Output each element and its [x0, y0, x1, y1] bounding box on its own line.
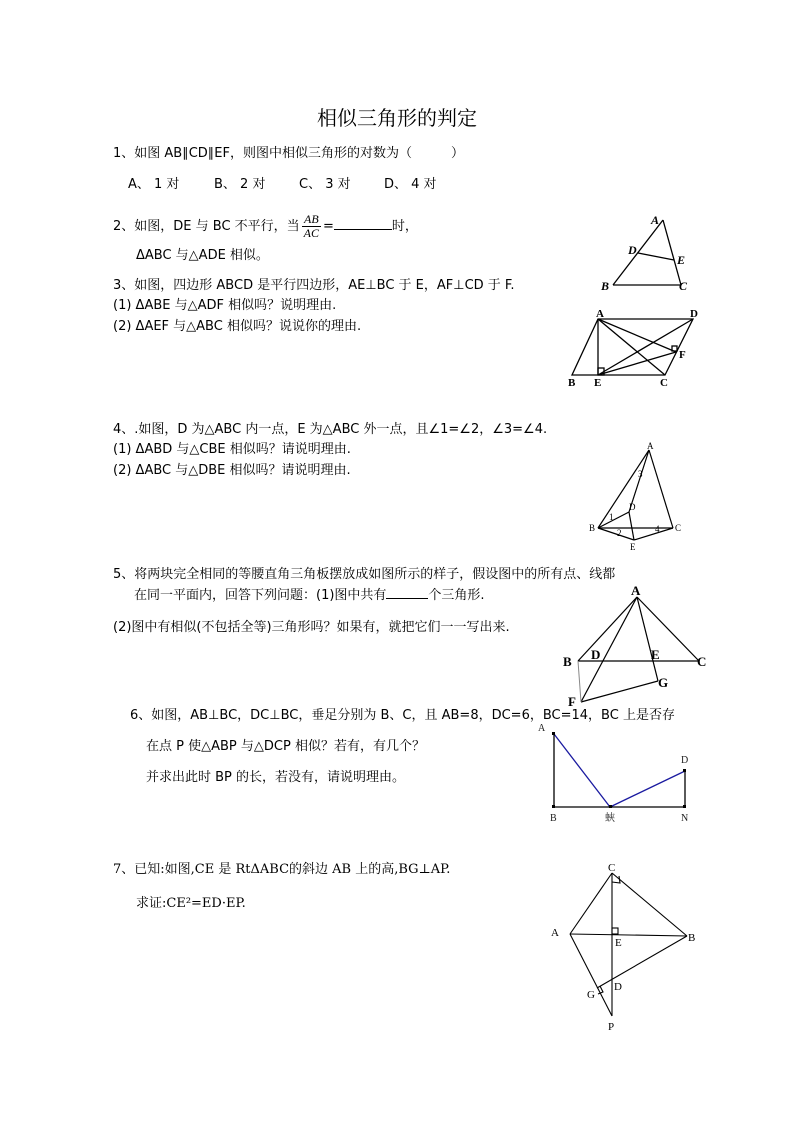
q7-line2: 求证:CE²=ED·EP. [136, 896, 246, 911]
q3-label-c: C [660, 377, 668, 389]
q7-label-g: G [587, 989, 595, 1001]
q2-frac-den: AC [303, 226, 320, 240]
q2-answer-blank[interactable] [334, 229, 392, 230]
q2-label-d: D [628, 243, 637, 257]
q5-answer-blank[interactable] [386, 598, 428, 599]
q4-label-2: 2 [617, 528, 622, 538]
q5-figure [560, 585, 715, 710]
q6-figure [530, 720, 705, 828]
q6-point-c [683, 805, 686, 808]
q5-label-a: A [631, 583, 641, 598]
q6-label-b: B [550, 813, 557, 824]
q1-option-d: D、 4 对 [384, 177, 437, 192]
q2-label-e: E [677, 253, 686, 267]
q4-label-1: 1 [609, 512, 614, 522]
q3-line3: (2) ΔAEF 与△ABC 相似吗？说说你的理由. [113, 319, 362, 334]
q2-label-c: C [679, 279, 688, 293]
q4-line1: 4、.如图，D 为△ABC 内一点，E 为△ABC 外一点，且∠1=∠2，∠3=∠4. [113, 422, 548, 437]
q1-text: 1、如图 AB∥CD∥EF，则图中相似三角形的对数为（ ） [113, 146, 464, 161]
page-title: 相似三角形的判定 [317, 106, 477, 130]
q1-option-b: B、 2 对 [214, 177, 266, 192]
q2-frac-num: AB [302, 213, 321, 227]
q2-fraction [302, 213, 321, 240]
q2-label-b: B [601, 279, 610, 293]
q4-line3: (2) ΔABC 与△DBE 相似吗？请说明理由. [113, 463, 351, 478]
q5-line1: 5、将两块完全相同的等腰直角三角板摆放成如图所示的样子，假设图中的所有点、线都 [113, 567, 616, 582]
q7-label-b: B [688, 932, 696, 944]
q3-line1: 3、如图，四边形 ABCD 是平行四边形，AE⊥BC 于 E，AF⊥CD 于 F. [113, 278, 515, 293]
q2-figure [595, 210, 705, 295]
q3-label-d: D [690, 308, 698, 320]
q5-label-e: E [651, 647, 660, 662]
q7-label-c: C [608, 862, 616, 874]
q6-line3: 并求出此时 BP 的长，若没有，请说明理由。 [146, 770, 406, 785]
q2-suffix: 时， [391, 219, 418, 234]
q5-label-c: C [697, 654, 707, 669]
q4-label-a: A [647, 441, 654, 451]
q5-line2 [134, 588, 485, 604]
q2-question [113, 212, 418, 242]
q7-line1: 7、已知:如图,CE 是 RtΔABC的斜边 AB 上的高,BG⊥AP. [113, 862, 451, 877]
q4-label-3: 3 [638, 469, 643, 479]
q6-label-p: 蛺 [605, 813, 615, 824]
q5-label-d: D [591, 647, 601, 662]
q3-label-b: B [568, 377, 576, 389]
q6-label-n: N [681, 813, 689, 824]
q7-label-p: P [608, 1021, 615, 1033]
q4-label-d: D [629, 502, 636, 512]
q4-figure [585, 440, 690, 555]
q5-line3: (2)图中有相似(不包括全等)三角形吗？如果有，就把它们一一写出来. [113, 620, 510, 635]
q6-point-p [609, 805, 612, 808]
q2-line2: ΔABC 与△ADE 相似。 [136, 248, 269, 263]
q3-line2: (1) ΔABE 与△ADF 相似吗？说明理由. [113, 298, 337, 313]
q6-line1: 6、如图，AB⊥BC，DC⊥BC，垂足分别为 B、C，且 AB=8，DC=6，BC=14，BC 上是否存 [130, 708, 675, 723]
q6-point-a [552, 732, 555, 735]
q2-eq: = [323, 219, 334, 234]
q2-prefix: 2、如图，DE 与 BC 不平行，当 [113, 219, 300, 234]
q6-point-b [552, 805, 555, 808]
q4-label-4: 4 [655, 524, 660, 534]
q2-label-a: A [651, 213, 660, 227]
q5-line2-suffix: 个三角形. [428, 588, 485, 603]
q3-figure [560, 305, 710, 390]
q6-label-d: D [681, 755, 689, 766]
q6-line2: 在点 P 使△ABP 与△DCP 相似？若有，有几个？ [146, 739, 425, 754]
q4-label-c: C [675, 523, 682, 533]
q4-line2: (1) ΔABD 与△CBE 相似吗？请说明理由. [113, 442, 351, 457]
q5-label-g: G [658, 675, 669, 690]
q7-figure [545, 858, 705, 1033]
q3-label-f: F [679, 349, 686, 361]
q3-label-a: A [596, 308, 604, 320]
q6-label-a: A [538, 723, 546, 734]
q5-label-f: F [568, 694, 576, 709]
q4-label-b: B [589, 523, 596, 533]
q6-point-d [683, 769, 686, 772]
q7-label-e: E [615, 937, 622, 949]
q5-label-b: B [563, 654, 572, 669]
q7-label-d: D [614, 981, 622, 993]
q5-line2-prefix: 在同一平面内，回答下列问题：(1)图中共有 [134, 588, 387, 603]
q4-label-e: E [630, 542, 636, 552]
q1-option-c: C、 3 对 [299, 177, 351, 192]
q7-label-a: A [551, 927, 559, 939]
q3-label-e: E [594, 377, 602, 389]
q1-option-a: A、 1 对 [128, 177, 180, 192]
